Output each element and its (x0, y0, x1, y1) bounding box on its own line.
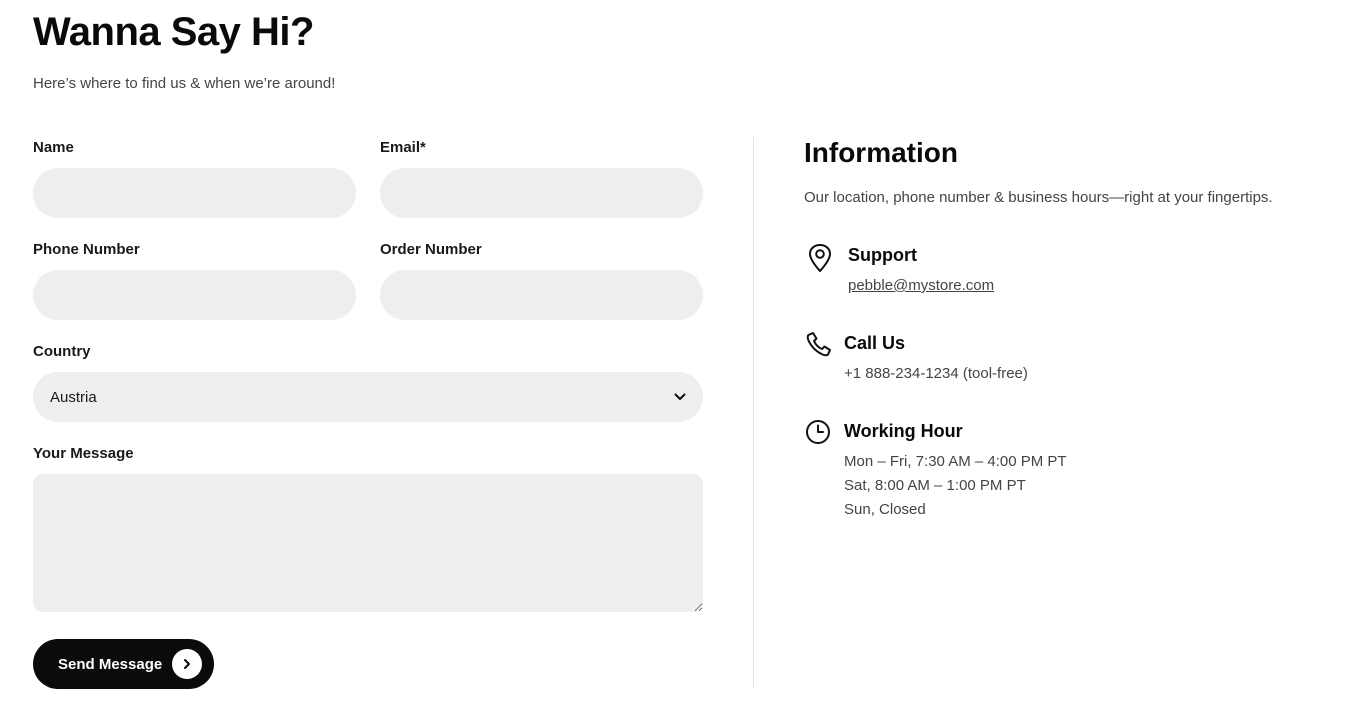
information-description: Our location, phone number & business hours—right at your fingertips. (804, 189, 1273, 206)
country-label: Country (33, 343, 91, 360)
column-divider (753, 137, 754, 688)
country-select[interactable] (33, 372, 703, 422)
working-hour-heading: Working Hour (844, 421, 963, 441)
support-email-link[interactable]: pebble@mystore.com (848, 277, 995, 294)
email-label: Email* (380, 139, 426, 156)
name-label: Name (33, 139, 74, 156)
phone-number-text: +1 888-234-1234 (tool-free) (844, 365, 1028, 382)
email-input[interactable] (380, 168, 703, 218)
hours-saturday: Sat, 8:00 AM – 1:00 PM PT (844, 477, 1026, 494)
name-input[interactable] (33, 168, 356, 218)
page-title: Wanna Say Hi? (33, 10, 314, 54)
order-number-input[interactable] (380, 270, 703, 320)
support-heading: Support (848, 245, 917, 265)
message-textarea[interactable] (33, 474, 703, 612)
information-title: Information (804, 137, 958, 168)
chevron-down-icon (673, 390, 687, 404)
hours-weekdays: Mon – Fri, 7:30 AM – 4:00 PM PT (844, 453, 1067, 470)
message-label: Your Message (33, 445, 134, 462)
send-message-label: Send Message (58, 655, 163, 673)
send-message-button[interactable] (33, 639, 214, 689)
country-select-value: Austria (50, 388, 97, 406)
page-subtitle: Here’s where to find us & when we’re around! (33, 75, 336, 92)
order-number-label: Order Number (380, 241, 482, 258)
location-pin-icon (806, 243, 834, 271)
call-us-heading: Call Us (844, 333, 906, 353)
phone-input[interactable] (33, 270, 356, 320)
phone-icon (805, 330, 833, 358)
chevron-right-icon (172, 649, 202, 679)
phone-label: Phone Number (33, 241, 140, 258)
hours-sunday: Sun, Closed (844, 501, 926, 518)
clock-icon (804, 418, 832, 446)
